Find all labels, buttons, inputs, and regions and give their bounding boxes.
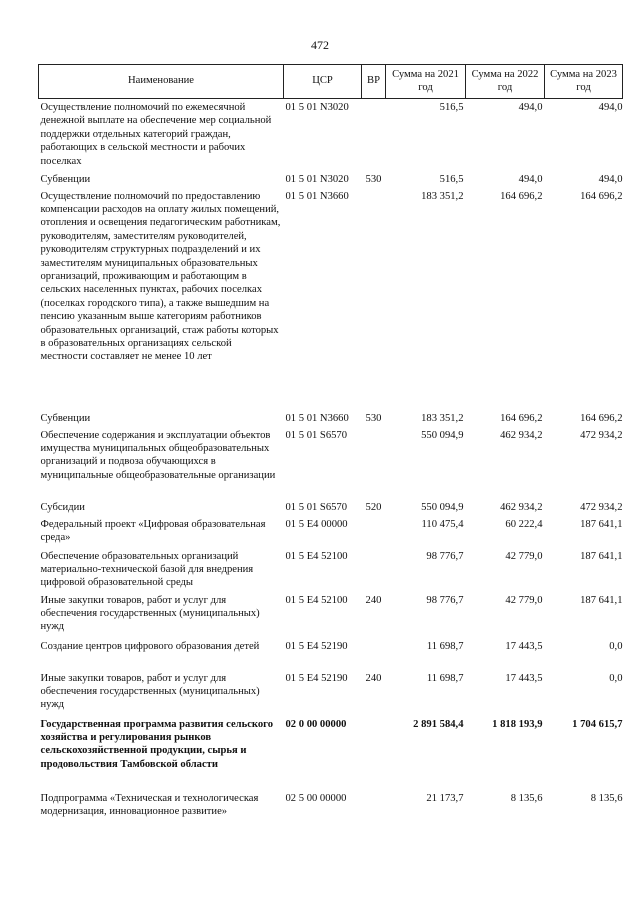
row-sum-2021: 516,5 bbox=[439, 173, 464, 185]
row-sum-2023: 494,0 bbox=[598, 173, 623, 185]
row-sum-2022: 494,0 bbox=[518, 173, 543, 185]
row-sum-2021: 2 891 584,4 bbox=[413, 718, 464, 730]
row-name: Государственная программа развития сельского хозяйства и регулирования рынков сельскохозяйственной продукции, сырья и продовольствия Тамбовской области bbox=[40, 718, 273, 770]
table-row bbox=[39, 670, 623, 716]
row-sum-2023: 472 934,2 bbox=[580, 501, 623, 513]
table-row bbox=[39, 548, 623, 592]
row-sum-2022: 164 696,2 bbox=[500, 412, 543, 424]
table-row bbox=[39, 790, 623, 836]
row-name: Субвенции bbox=[40, 173, 91, 185]
row-sum-2022: 494,0 bbox=[518, 102, 543, 113]
header-sum-2023: Сумма на 2023 год bbox=[545, 65, 623, 99]
row-sum-2022: 8 135,6 bbox=[510, 792, 543, 804]
table-row bbox=[39, 188, 623, 410]
table-row bbox=[39, 499, 623, 516]
row-name: Осуществление полномочий по ежемесячной денежной выплате на обеспечение мер социальной поддержки отдельных категорий граждан, работающих в сельской местности и рабочих поселках bbox=[40, 102, 272, 167]
row-csr: 02 5 00 00000 bbox=[285, 792, 347, 804]
row-vr: 240 bbox=[365, 594, 382, 606]
row-vr: 240 bbox=[365, 672, 382, 684]
row-vr bbox=[362, 548, 386, 592]
row-vr: 530 bbox=[365, 412, 382, 424]
row-csr: 01 5 01 N3660 bbox=[285, 412, 349, 424]
row-csr: 02 0 00 00000 bbox=[285, 718, 347, 730]
table-row bbox=[39, 99, 623, 171]
row-sum-2023: 494,0 bbox=[598, 102, 623, 113]
row-sum-2022: 60 222,4 bbox=[505, 518, 543, 530]
row-csr: 01 5 01 N3660 bbox=[285, 190, 349, 202]
row-sum-2021: 183 351,2 bbox=[421, 190, 464, 202]
row-vr bbox=[362, 99, 386, 171]
row-vr bbox=[362, 516, 386, 548]
row-name: Иные закупки товаров, работ и услуг для обеспечения государственных (муниципальных) нужд bbox=[40, 594, 260, 633]
row-sum-2022: 42 779,0 bbox=[505, 594, 543, 606]
row-csr: 01 5 01 S6570 bbox=[285, 501, 348, 513]
row-csr: 01 5 E4 52100 bbox=[285, 550, 348, 562]
row-csr: 01 5 01 N3020 bbox=[285, 173, 349, 185]
row-name: Федеральный проект «Цифровая образовательная среда» bbox=[40, 518, 266, 543]
row-sum-2021: 550 094,9 bbox=[421, 429, 464, 441]
header-vr: ВР bbox=[362, 65, 386, 99]
row-vr bbox=[362, 790, 386, 836]
row-name: Обеспечение образовательных организаций материально-технической базой для внедрения цифровой образовательной среды bbox=[40, 550, 254, 589]
table-row bbox=[39, 410, 623, 427]
row-vr bbox=[362, 638, 386, 670]
row-sum-2021: 98 776,7 bbox=[426, 594, 464, 606]
row-sum-2022: 1 818 193,9 bbox=[492, 718, 543, 730]
row-sum-2022: 462 934,2 bbox=[500, 429, 543, 441]
header-name: Наименование bbox=[39, 65, 284, 99]
row-csr: 01 5 E4 52100 bbox=[285, 594, 348, 606]
row-sum-2022: 462 934,2 bbox=[500, 501, 543, 513]
row-csr: 01 5 E4 52190 bbox=[285, 672, 348, 684]
row-vr bbox=[362, 716, 386, 790]
table-row bbox=[39, 171, 623, 188]
table-header-row bbox=[39, 65, 623, 99]
row-sum-2021: 21 173,7 bbox=[426, 792, 464, 804]
row-sum-2021: 550 094,9 bbox=[421, 501, 464, 513]
row-sum-2021: 516,5 bbox=[439, 102, 464, 113]
row-csr: 01 5 E4 52190 bbox=[285, 640, 348, 652]
row-sum-2021: 11 698,7 bbox=[426, 672, 464, 684]
table-row bbox=[39, 516, 623, 548]
row-csr: 01 5 01 N3020 bbox=[285, 102, 349, 113]
row-sum-2023: 1 704 615,7 bbox=[572, 718, 623, 730]
row-name: Субвенции bbox=[40, 412, 91, 424]
row-sum-2023: 187 641,1 bbox=[580, 594, 623, 606]
page-number: 472 bbox=[311, 38, 329, 52]
row-csr: 01 5 01 S6570 bbox=[285, 429, 348, 441]
header-csr: ЦСР bbox=[284, 65, 362, 99]
row-sum-2023: 8 135,6 bbox=[590, 792, 623, 804]
row-vr bbox=[362, 427, 386, 499]
row-sum-2022: 17 443,5 bbox=[505, 640, 543, 652]
row-sum-2023: 0,0 bbox=[609, 640, 623, 652]
row-sum-2022: 17 443,5 bbox=[505, 672, 543, 684]
row-name: Обеспечение содержания и эксплуатации объектов имущества муниципальных общеобразовательных организаций и подвоза обучающихся в муниципальные общеобразовательные организации bbox=[40, 429, 276, 481]
row-csr: 01 5 E4 00000 bbox=[285, 518, 348, 530]
header-sum-2021: Сумма на 2021 год bbox=[386, 65, 466, 99]
row-sum-2023: 187 641,1 bbox=[580, 518, 623, 530]
table-row bbox=[39, 427, 623, 499]
row-name: Субсидии bbox=[40, 501, 85, 513]
row-sum-2023: 0,0 bbox=[609, 672, 623, 684]
row-name: Иные закупки товаров, работ и услуг для обеспечения государственных (муниципальных) нужд bbox=[40, 672, 260, 711]
row-sum-2021: 11 698,7 bbox=[426, 640, 464, 652]
row-sum-2021: 110 475,4 bbox=[421, 518, 464, 530]
row-vr: 530 bbox=[365, 173, 382, 185]
row-sum-2023: 472 934,2 bbox=[580, 429, 623, 441]
row-name: Создание центров цифрового образования детей bbox=[40, 640, 260, 652]
row-name: Подпрограмма «Техническая и технологическая модернизация, инновационное развитие» bbox=[40, 792, 259, 817]
row-sum-2023: 187 641,1 bbox=[580, 550, 623, 562]
row-sum-2022: 42 779,0 bbox=[505, 550, 543, 562]
row-sum-2021: 183 351,2 bbox=[421, 412, 464, 424]
row-name: Осуществление полномочий по предоставлению компенсации расходов на оплату жилых помещений, отопления и освещения педагогическим работникам, руководителям, заместителям руководителей, руководителям структурных подразделений и их заместителям муниципальных образовательных организаций, проживающим и работающим в сельских населенных пунктах, рабочих поселках (поселках городского типа), а также вышедшим на пенсию указанным выше категориям работников образовательных организаций, стаж работы которых в образовательных организациях сельской местности составляет не менее 10 лет bbox=[40, 190, 281, 363]
row-sum-2021: 98 776,7 bbox=[426, 550, 464, 562]
table-row bbox=[39, 592, 623, 638]
row-sum-2023: 164 696,2 bbox=[580, 412, 623, 424]
row-sum-2022: 164 696,2 bbox=[500, 190, 543, 202]
row-vr bbox=[362, 188, 386, 410]
row-vr: 520 bbox=[365, 501, 382, 513]
table-row bbox=[39, 716, 623, 790]
budget-table bbox=[38, 64, 623, 836]
header-sum-2022: Сумма на 2022 год bbox=[466, 65, 545, 99]
row-sum-2023: 164 696,2 bbox=[580, 190, 623, 202]
table-row bbox=[39, 638, 623, 670]
